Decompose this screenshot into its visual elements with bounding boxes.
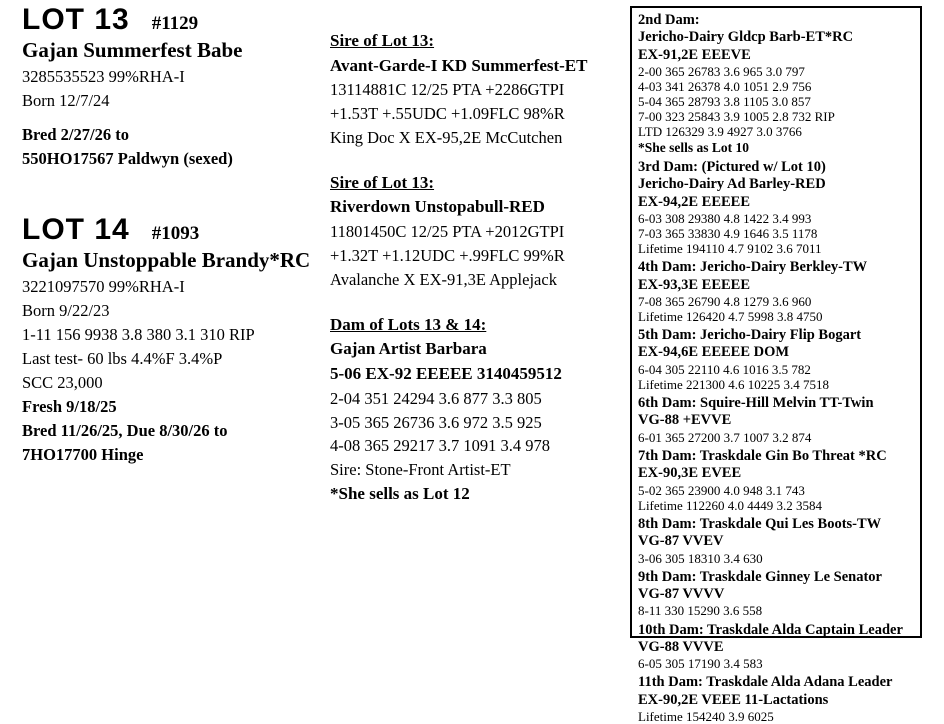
dam-classification: VG-87 VVEV xyxy=(638,533,724,550)
dam-generation-title: 7th Dam: Traskdale Gin Bo Threat *RC xyxy=(638,447,887,464)
lot-header xyxy=(22,214,312,246)
dam-record: 4-03 341 26378 4.0 1051 2.9 756 xyxy=(638,79,812,95)
dam-record-2: 3-05 365 26736 3.6 972 3.5 925 xyxy=(330,412,542,432)
lactation-record-1: 1-11 156 9938 3.8 380 3.1 310 RIP xyxy=(22,325,255,345)
pedigree-entry-11th-dam xyxy=(638,674,914,724)
dam-generation-title: 8th Dam: Traskdale Qui Les Boots-TW xyxy=(638,515,882,532)
dam-sale-note: *She sells as Lot 10 xyxy=(638,139,750,155)
animal-name: Gajan Summerfest Babe xyxy=(22,37,243,62)
registration-line: 3285535523 99%RHA-I xyxy=(22,66,185,86)
dam-record-3: 4-08 365 29217 3.7 1091 3.4 978 xyxy=(330,436,550,456)
animal-name: Gajan Unstoppable Brandy*RC xyxy=(22,247,311,272)
dam-lifetime-record: Lifetime 112260 4.0 4449 3.2 3584 xyxy=(638,497,823,513)
lot-label: LOT 14 xyxy=(22,213,130,247)
dam-classification: 5-06 EX-92 EEEEE 3140459512 xyxy=(330,363,562,383)
lot-number: #1093 xyxy=(151,223,200,245)
lots-column xyxy=(22,4,312,467)
dam-record: 7-03 365 33830 4.9 1646 3.5 1178 xyxy=(638,226,818,241)
pedigree-box xyxy=(630,6,922,724)
sire-heading: Sire of Lot 13: xyxy=(330,31,435,50)
birth-date: Born 12/7/24 xyxy=(22,90,110,110)
lot-number: #1129 xyxy=(151,13,199,34)
somatic-cell-count: SCC 23,000 xyxy=(22,372,103,392)
dam-record: 7-00 323 25843 3.9 1005 2.8 732 RIP xyxy=(638,109,835,125)
dam-classification: EX-94,6E EEEEE DOM xyxy=(638,344,790,361)
dam-classification: EX-91,2E EEEVE xyxy=(638,46,751,63)
dam-lifetime-record: Lifetime 221300 4.6 10225 3.4 7518 xyxy=(638,376,830,392)
dam-record: 8-11 330 15290 3.6 558 xyxy=(638,603,763,619)
dam-lifetime-record: LTD 126329 3.9 4927 3.0 3766 xyxy=(638,124,802,140)
birth-date: Born 9/22/23 xyxy=(22,301,110,321)
sire-proof-line-1: 13114881C 12/25 PTA +2286GTPI xyxy=(330,80,565,100)
bred-line-2: 550HO17567 Paldwyn (sexed) xyxy=(22,148,233,168)
dam-generation-title: 3rd Dam: (Pictured w/ Lot 10) xyxy=(638,158,826,175)
pedigree-entry-9th-dam xyxy=(638,569,914,619)
dam-generation-title: 11th Dam: Traskdale Alda Adana Leader xyxy=(638,674,893,691)
sire-proof-line-1: 11801450C 12/25 PTA +2012GTPI xyxy=(330,222,565,242)
dam-record: 6-03 308 29380 4.8 1422 3.4 993 xyxy=(638,210,812,226)
dam-sale-note: *She sells as Lot 12 xyxy=(330,484,470,504)
dam-classification: EX-90,2E VEEE 11-Lactations xyxy=(638,691,829,708)
dam-classification: VG-88 VVVE xyxy=(638,638,724,655)
pedigree-entry-10th-dam xyxy=(638,622,914,672)
dam-record: 2-00 365 26783 3.6 965 3.0 797 xyxy=(638,64,805,80)
sire-heading: Sire of Lot 13: xyxy=(330,172,435,192)
sire-name: Riverdown Unstopabull-RED xyxy=(330,197,545,217)
bred-line-1: Bred 2/27/26 to xyxy=(22,124,129,144)
dam-classification: EX-90,3E EVEE xyxy=(638,465,742,482)
dam-record: 3-06 305 18310 3.4 630 xyxy=(638,550,763,566)
dam-record: 7-08 365 26790 4.8 1279 3.6 960 xyxy=(638,293,812,309)
dam-lifetime-record: Lifetime 126420 4.7 5998 3.8 4750 xyxy=(638,309,823,325)
lactation-record-2: Last test- 60 lbs 4.4%F 3.4%P xyxy=(22,348,223,368)
lot-label: LOT 13 xyxy=(22,3,130,36)
dam-name: Jericho-Dairy Gldcp Barb-ET*RC xyxy=(638,29,854,46)
sire-pedigree-line: Avalanche X EX-91,3E Applejack xyxy=(330,269,557,289)
bred-line-1: Bred 11/26/25, Due 8/30/26 to xyxy=(22,420,228,440)
registration-line: 3221097570 99%RHA-I xyxy=(22,277,185,297)
dam-classification: EX-94,2E EEEEE xyxy=(638,193,750,210)
bred-line-2: 7HO17700 Hinge xyxy=(22,444,144,464)
dam-generation-title: 10th Dam: Traskdale Alda Captain Leader xyxy=(638,621,903,638)
sire-pedigree-line: King Doc X EX-95,2E McCutchen xyxy=(330,127,563,147)
lot-entry-14 xyxy=(22,214,312,466)
dam-name: Gajan Artist Barbara xyxy=(330,339,487,359)
pedigree-entry-5th-dam xyxy=(638,327,914,392)
dam-record: 5-02 365 23900 4.0 948 3.1 743 xyxy=(638,482,805,498)
sire-name: Avant-Garde-I KD Summerfest-ET xyxy=(330,55,588,75)
dam-lifetime-record: Lifetime 154240 3.9 6025 xyxy=(638,709,774,724)
dam-sire: Sire: Stone-Front Artist-ET xyxy=(330,460,511,480)
dam-record: 5-04 365 28793 3.8 1105 3.0 857 xyxy=(638,94,811,110)
dam-record: 6-05 305 17190 3.4 583 xyxy=(638,656,763,672)
dam-heading: Dam of Lots 13 & 14: xyxy=(330,314,487,334)
dam-of-lots-block xyxy=(330,312,622,507)
dam-classification: EX-93,3E EEEEE xyxy=(638,276,750,293)
pedigree-entry-4th-dam xyxy=(638,259,914,324)
dam-record: 6-01 365 27200 3.7 1007 3.2 874 xyxy=(638,429,812,445)
sire-block-1 xyxy=(330,28,622,150)
lot-header xyxy=(22,4,312,36)
dam-generation-title: 6th Dam: Squire-Hill Melvin TT-Twin xyxy=(638,395,874,412)
dam-name: Jericho-Dairy Ad Barley-RED xyxy=(638,176,826,193)
pedigree-entry-6th-dam xyxy=(638,395,914,445)
dam-classification: VG-87 VVVV xyxy=(638,586,725,603)
dam-generation-title: 4th Dam: Jericho-Dairy Berkley-TW xyxy=(638,259,868,276)
sire-proof-line-2: +1.32T +1.12UDC +.99FLC 99%R xyxy=(330,245,565,265)
dam-lifetime-record: Lifetime 194110 4.7 9102 3.6 7011 xyxy=(638,241,822,257)
dam-generation-title: 2nd Dam: xyxy=(638,12,700,28)
sire-proof-line-2: +1.53T +.55UDC +1.09FLC 98%R xyxy=(330,104,565,124)
dam-record-1: 2-04 351 24294 3.6 877 3.3 805 xyxy=(330,388,542,408)
pedigree-entry-8th-dam xyxy=(638,516,914,566)
sire-block-2 xyxy=(330,170,622,292)
sires-column xyxy=(330,28,622,527)
lot-entry-13 xyxy=(22,4,312,170)
fresh-date: Fresh 9/18/25 xyxy=(22,396,117,416)
dam-classification: VG-88 +EVVE xyxy=(638,412,732,429)
dam-generation-title: 9th Dam: Traskdale Ginney Le Senator xyxy=(638,568,882,585)
pedigree-entry-7th-dam xyxy=(638,448,914,513)
pedigree-entry-2nd-dam xyxy=(638,12,914,156)
pedigree-entry-3rd-dam xyxy=(638,159,914,256)
dam-generation-title: 5th Dam: Jericho-Dairy Flip Bogart xyxy=(638,327,862,344)
dam-record: 6-04 305 22110 4.6 1016 3.5 782 xyxy=(638,361,811,377)
